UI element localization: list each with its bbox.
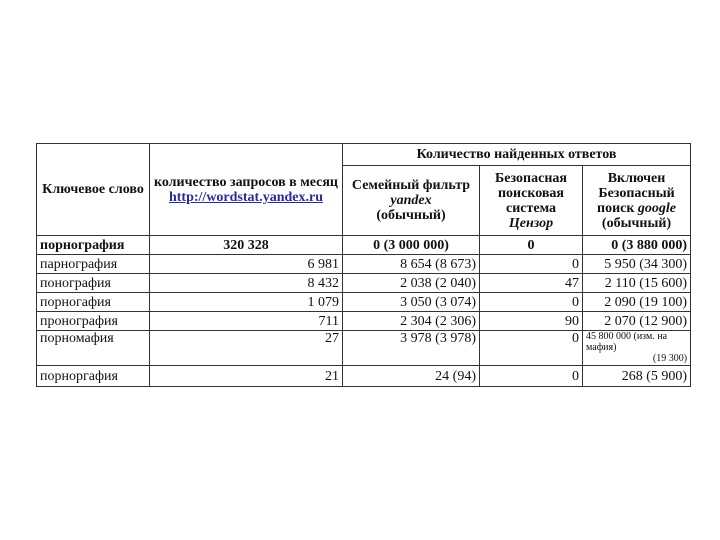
keyword-cell: парнография: [37, 255, 150, 274]
censor-cell: 90: [480, 312, 583, 331]
censor-header-brand: Цензор: [508, 215, 554, 231]
header-row-top: [37, 144, 691, 166]
yandex-header-text: Семейный фильтр: [351, 178, 471, 194]
google-note-main: 45 800 000 (изм. на мафия): [586, 331, 668, 353]
keyword-cell: пронография: [37, 312, 150, 331]
requests-header: [150, 144, 343, 236]
censor-header-text: Безопасная поисковая система: [495, 170, 567, 216]
table-row: [37, 293, 691, 312]
requests-cell: 1 079: [150, 293, 343, 312]
yandex-cell: 0 (3 000 000): [343, 236, 480, 255]
requests-cell: 711: [150, 312, 343, 331]
keyword-cell: порнография: [37, 236, 150, 255]
google-header-brand: google: [637, 200, 677, 216]
keyword-cell: порноргафия: [37, 366, 150, 387]
keyword-cell: порногафия: [37, 293, 150, 312]
censor-cell: 0: [480, 293, 583, 312]
yandex-cell: 2 038 (2 040): [343, 274, 480, 293]
censor-cell: 0: [480, 236, 583, 255]
yandex-cell: 24 (94): [343, 366, 480, 387]
wordstat-link[interactable]: http://wordstat.yandex.ru: [168, 189, 323, 205]
requests-cell: 6 981: [150, 255, 343, 274]
table-row: [37, 366, 691, 387]
requests-cell: 21: [150, 366, 343, 387]
yandex-header: [343, 166, 480, 236]
censor-header: [480, 166, 583, 236]
found-answers-header: Количество найденных ответов: [343, 144, 691, 166]
google-cell: 2 110 (15 600): [583, 274, 691, 293]
table-row: [37, 255, 691, 274]
google-cell: 5 950 (34 300): [583, 255, 691, 274]
keyword-cell: порномафия: [37, 331, 150, 366]
requests-header-text: количество запросов в месяц: [153, 174, 338, 190]
table-row: [37, 312, 691, 331]
yandex-header-mode: (обычный): [376, 208, 446, 224]
search-results-table-wrapper: [36, 143, 691, 387]
censor-cell: 0: [480, 331, 583, 366]
requests-cell: 27: [150, 331, 343, 366]
google-note-count: (19 300): [652, 353, 688, 364]
yandex-cell: 8 654 (8 673): [343, 255, 480, 274]
censor-cell: 47: [480, 274, 583, 293]
yandex-cell: 3 050 (3 074): [343, 293, 480, 312]
google-header: [583, 166, 691, 236]
censor-cell: 0: [480, 255, 583, 274]
censor-cell: 0: [480, 366, 583, 387]
google-cell: 268 (5 900): [583, 366, 691, 387]
table-row: [37, 274, 691, 293]
keyword-header: Ключевое слово: [37, 144, 150, 236]
yandex-cell: 3 978 (3 978): [343, 331, 480, 366]
google-note-cell: [583, 331, 691, 366]
keyword-cell: понография: [37, 274, 150, 293]
search-results-table: [36, 143, 691, 387]
google-cell: 0 (3 880 000): [583, 236, 691, 255]
google-header-mode: (обычный): [601, 215, 672, 231]
table-row: [37, 236, 691, 255]
google-header-text: Включен Безопасный поиск: [597, 170, 675, 216]
yandex-header-brand: yandex: [390, 193, 432, 209]
yandex-cell: 2 304 (2 306): [343, 312, 480, 331]
requests-cell: 8 432: [150, 274, 343, 293]
google-cell: 2 070 (12 900): [583, 312, 691, 331]
table-row: [37, 331, 691, 366]
google-cell: 2 090 (19 100): [583, 293, 691, 312]
requests-cell: 320 328: [150, 236, 343, 255]
google-note: [586, 331, 687, 364]
